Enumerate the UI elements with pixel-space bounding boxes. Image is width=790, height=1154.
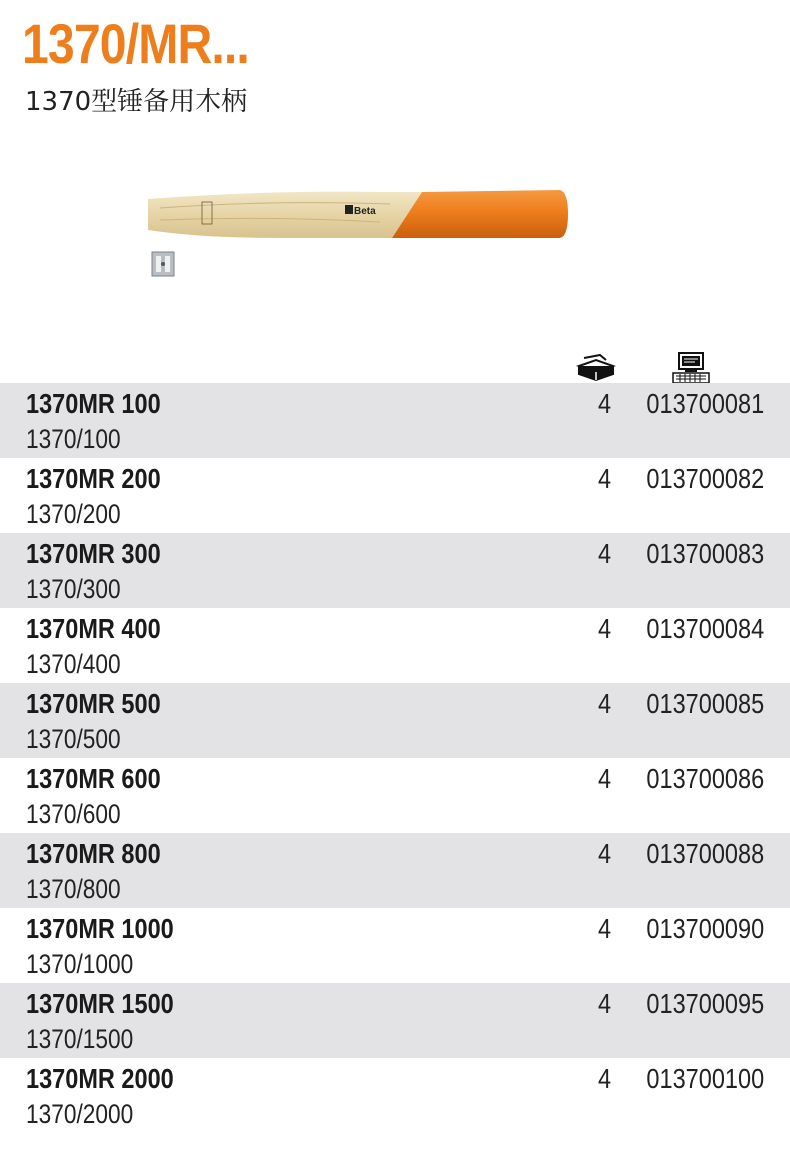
product-code: 1370MR 100	[26, 388, 161, 419]
table-row	[0, 758, 790, 833]
table-row	[0, 458, 790, 533]
pack-quantity: 4	[598, 838, 612, 869]
wedge-image	[152, 252, 174, 276]
page-subtitle: 1370型锤备用木柄	[25, 87, 248, 117]
product-code: 1370MR 800	[26, 838, 161, 869]
product-code: 1370MR 2000	[26, 1063, 174, 1094]
article-number: 013700088	[646, 838, 764, 869]
article-number: 013700081	[646, 388, 764, 419]
pack-quantity: 4	[598, 388, 612, 419]
article-number: 013700082	[646, 463, 764, 494]
product-alt-code: 1370/1500	[26, 1024, 134, 1054]
table-row	[0, 383, 790, 458]
product-code: 1370MR 500	[26, 688, 161, 719]
article-number: 013700086	[646, 763, 764, 794]
product-code: 1370MR 600	[26, 763, 161, 794]
table-row	[0, 833, 790, 908]
pack-quantity: 4	[598, 988, 612, 1019]
product-code: 1370MR 200	[26, 463, 161, 494]
table-row	[0, 608, 790, 683]
product-alt-code: 1370/500	[26, 724, 121, 754]
handle-wood	[148, 192, 422, 238]
pack-quantity: 4	[598, 688, 612, 719]
article-number: 013700083	[646, 538, 764, 569]
article-number: 013700090	[646, 913, 764, 944]
product-alt-code: 1370/800	[26, 874, 121, 904]
table-row	[0, 683, 790, 758]
page-title: 1370/MR...	[22, 12, 249, 75]
product-code: 1370MR 400	[26, 613, 161, 644]
product-code: 1370MR 1000	[26, 913, 174, 944]
box-icon	[576, 354, 616, 382]
pack-quantity: 4	[598, 1063, 612, 1094]
product-alt-code: 1370/600	[26, 799, 121, 829]
product-alt-code: 1370/1000	[26, 949, 134, 979]
pack-quantity: 4	[598, 913, 612, 944]
product-alt-code: 1370/2000	[26, 1099, 134, 1129]
product-alt-code: 1370/200	[26, 499, 121, 529]
product-code: 1370MR 300	[26, 538, 161, 569]
table-row	[0, 908, 790, 983]
table-row	[0, 533, 790, 608]
product-alt-code: 1370/400	[26, 649, 121, 679]
pack-quantity: 4	[598, 463, 612, 494]
pack-quantity: 4	[598, 763, 612, 794]
pack-quantity: 4	[598, 613, 612, 644]
table-row	[0, 1058, 790, 1133]
product-alt-code: 1370/300	[26, 574, 121, 604]
product-alt-code: 1370/100	[26, 424, 121, 454]
table-row	[0, 983, 790, 1058]
product-code: 1370MR 1500	[26, 988, 174, 1019]
product-table	[0, 383, 790, 1133]
article-number: 013700084	[646, 613, 764, 644]
computer-icon	[671, 352, 711, 384]
article-number: 013700085	[646, 688, 764, 719]
pack-quantity: 4	[598, 538, 612, 569]
article-number: 013700100	[646, 1063, 764, 1094]
brand-logo-box	[345, 205, 353, 214]
brand-text: Beta	[354, 206, 376, 217]
hammer-handle-image	[130, 180, 580, 300]
article-number: 013700095	[646, 988, 764, 1019]
